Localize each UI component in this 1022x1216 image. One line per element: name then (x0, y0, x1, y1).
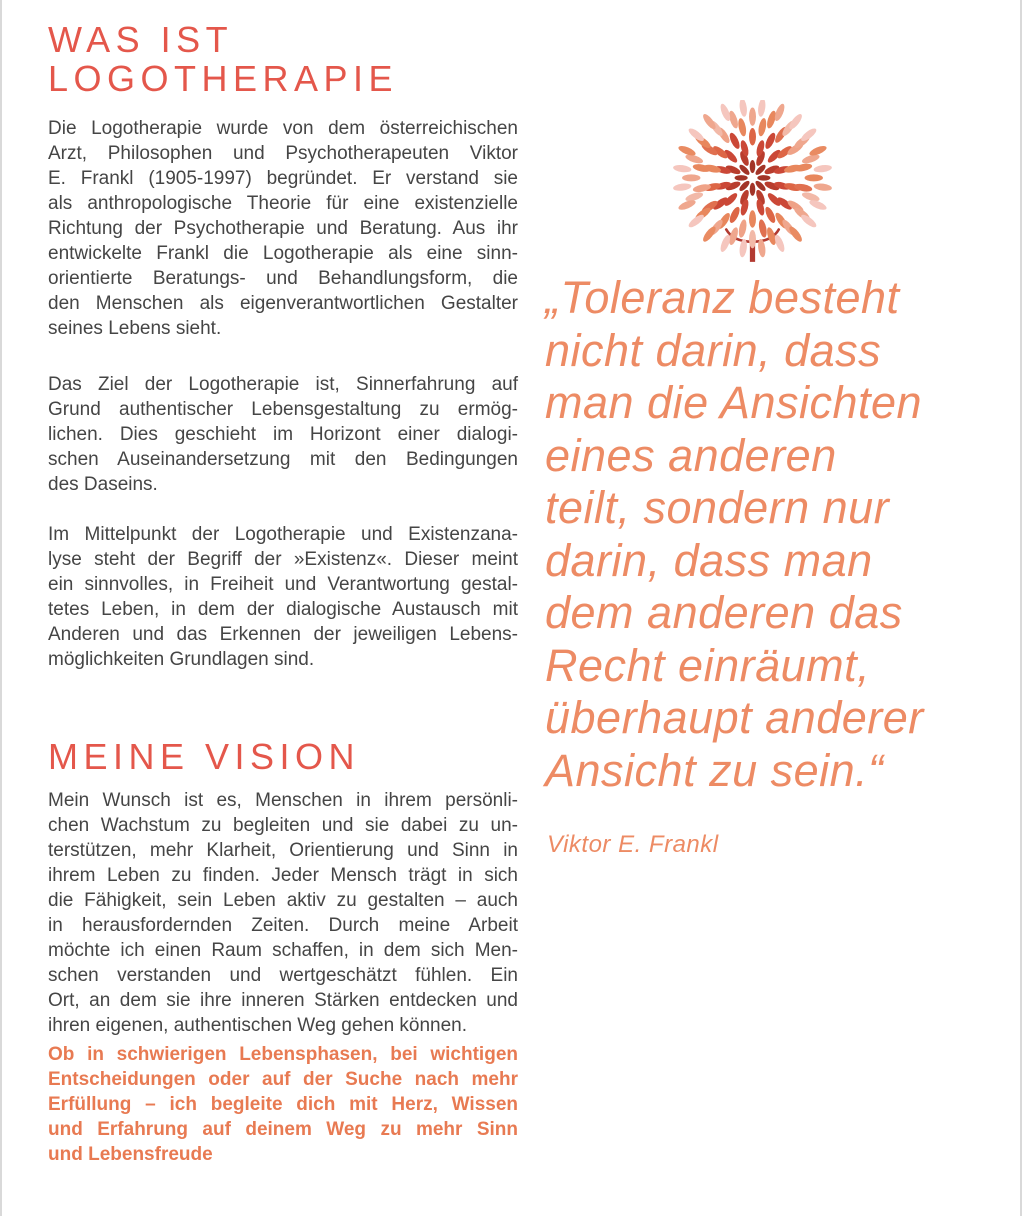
text-line: Ansicht zu sein.“ (545, 744, 884, 796)
text-line: nicht darin, dass (545, 324, 882, 376)
paragraph-logotherapie-ziel (48, 372, 518, 497)
text-line: Im Mittelpunkt der Logotherapie und Existenzana- (48, 524, 518, 545)
text-line: schen verstanden und wertgeschätzt fühlen. Ein (48, 965, 518, 986)
paragraph-vision-highlight (48, 1042, 518, 1167)
text-line: und Lebensfreude (48, 1144, 213, 1165)
text-line: als anthropologische Theorie für eine existenzielle (48, 193, 518, 214)
text-line: Anderen und das Erkennen der jeweiligen Lebens- (48, 624, 518, 645)
heading-was-ist-logotherapie (48, 20, 398, 98)
text-line: terstützen, mehr Klarheit, Orientierung und Sinn in (48, 840, 518, 861)
flower-tree-icon (665, 100, 840, 266)
text-line: tetes Leben, in dem der dialogische Austausch mit (48, 599, 518, 620)
text-line: man die Ansichten (545, 377, 923, 428)
text-line: teilt, sondern nur (545, 482, 890, 533)
heading-meine-vision: MEINE VISION (48, 736, 361, 777)
quote-attribution: Viktor E. Frankl (547, 831, 719, 858)
paragraph-logotherapie-existenz (48, 522, 518, 672)
text-line: entwickelte Frankl die Logotherapie als eine sinn- (48, 243, 518, 264)
text-line: LOGOTHERAPIE (48, 58, 399, 99)
text-line: darin, dass man (545, 534, 873, 586)
text-line: Entscheidungen oder auf der Suche nach mehr (48, 1069, 518, 1090)
text-line: Erfüllung – ich begleite dich mit Herz, Wissen (48, 1094, 518, 1115)
text-line: Mein Wunsch ist es, Menschen in ihrem persönli- (48, 790, 518, 811)
text-line: und Erfahrung auf deinem Weg zu mehr Sinn (48, 1119, 518, 1140)
text-line: ihren eigenen, authentischen Weg gehen können. (48, 1015, 468, 1036)
paragraph-vision (48, 788, 518, 1038)
text-line: möglichkeiten Grundlagen sind. (48, 649, 315, 670)
text-line: lichen. Dies geschieht im Horizont einer dialogi- (48, 424, 518, 445)
text-line: schen Auseinandersetzung mit den Bedingungen (48, 449, 518, 470)
text-line: Richtung der Psychotherapie und Beratung. Aus ihr (48, 218, 518, 239)
text-line: überhaupt anderer (545, 692, 924, 743)
text-line: Grund authentischer Lebensgestaltung zu ermög- (48, 399, 518, 420)
text-line: möchte ich einen Raum schaffen, in dem sich Men- (48, 940, 518, 961)
text-line: Arzt, Philosophen und Psychotherapeuten Viktor (48, 143, 518, 164)
paragraph-logotherapie-intro (48, 116, 518, 341)
text-line: den Menschen als eigenverantwortlichen Gestalter (48, 293, 518, 314)
text-line: Recht einräumt, (545, 639, 871, 691)
text-line: Das Ziel der Logotherapie ist, Sinnerfahrung auf (48, 374, 518, 395)
text-line: E. Frankl (1905-1997) begründet. Er verstand sie (48, 168, 518, 189)
text-line: orientierte Beratungs- und Behandlungsform, die (48, 268, 518, 289)
text-line: in herausfordernden Zeiten. Durch meine Arbeit (48, 915, 518, 936)
text-line: seines Lebens sieht. (48, 318, 222, 339)
text-line: „Toleranz besteht (545, 272, 900, 323)
text-line: chen Wachstum zu begleiten und sie dabei zu un- (48, 815, 518, 836)
vision-text-block (48, 788, 518, 1167)
text-line: des Daseins. (48, 474, 158, 495)
text-line: Die Logotherapie wurde von dem österreichischen (48, 118, 518, 139)
text-line: ihrem Leben zu finden. Jeder Mensch trägt in sich (48, 865, 518, 886)
text-line: lyse steht der Begriff der »Existenz«. Dieser meint (48, 549, 518, 570)
text-line: ein sinnvolles, in Freiheit und Verantwortung gestal- (48, 574, 518, 595)
text-line: die Fähigkeit, sein Leben aktiv zu gestalten – auch (48, 890, 518, 911)
text-line: WAS IST (48, 19, 234, 60)
text-line: dem anderen das (545, 587, 903, 638)
text-line: Ob in schwierigen Lebensphasen, bei wichtigen (48, 1044, 518, 1065)
frankl-quote (545, 272, 924, 797)
text-line: Ort, an dem sie ihre inneren Stärken entdecken und (48, 990, 518, 1011)
text-line: eines anderen (545, 429, 837, 481)
